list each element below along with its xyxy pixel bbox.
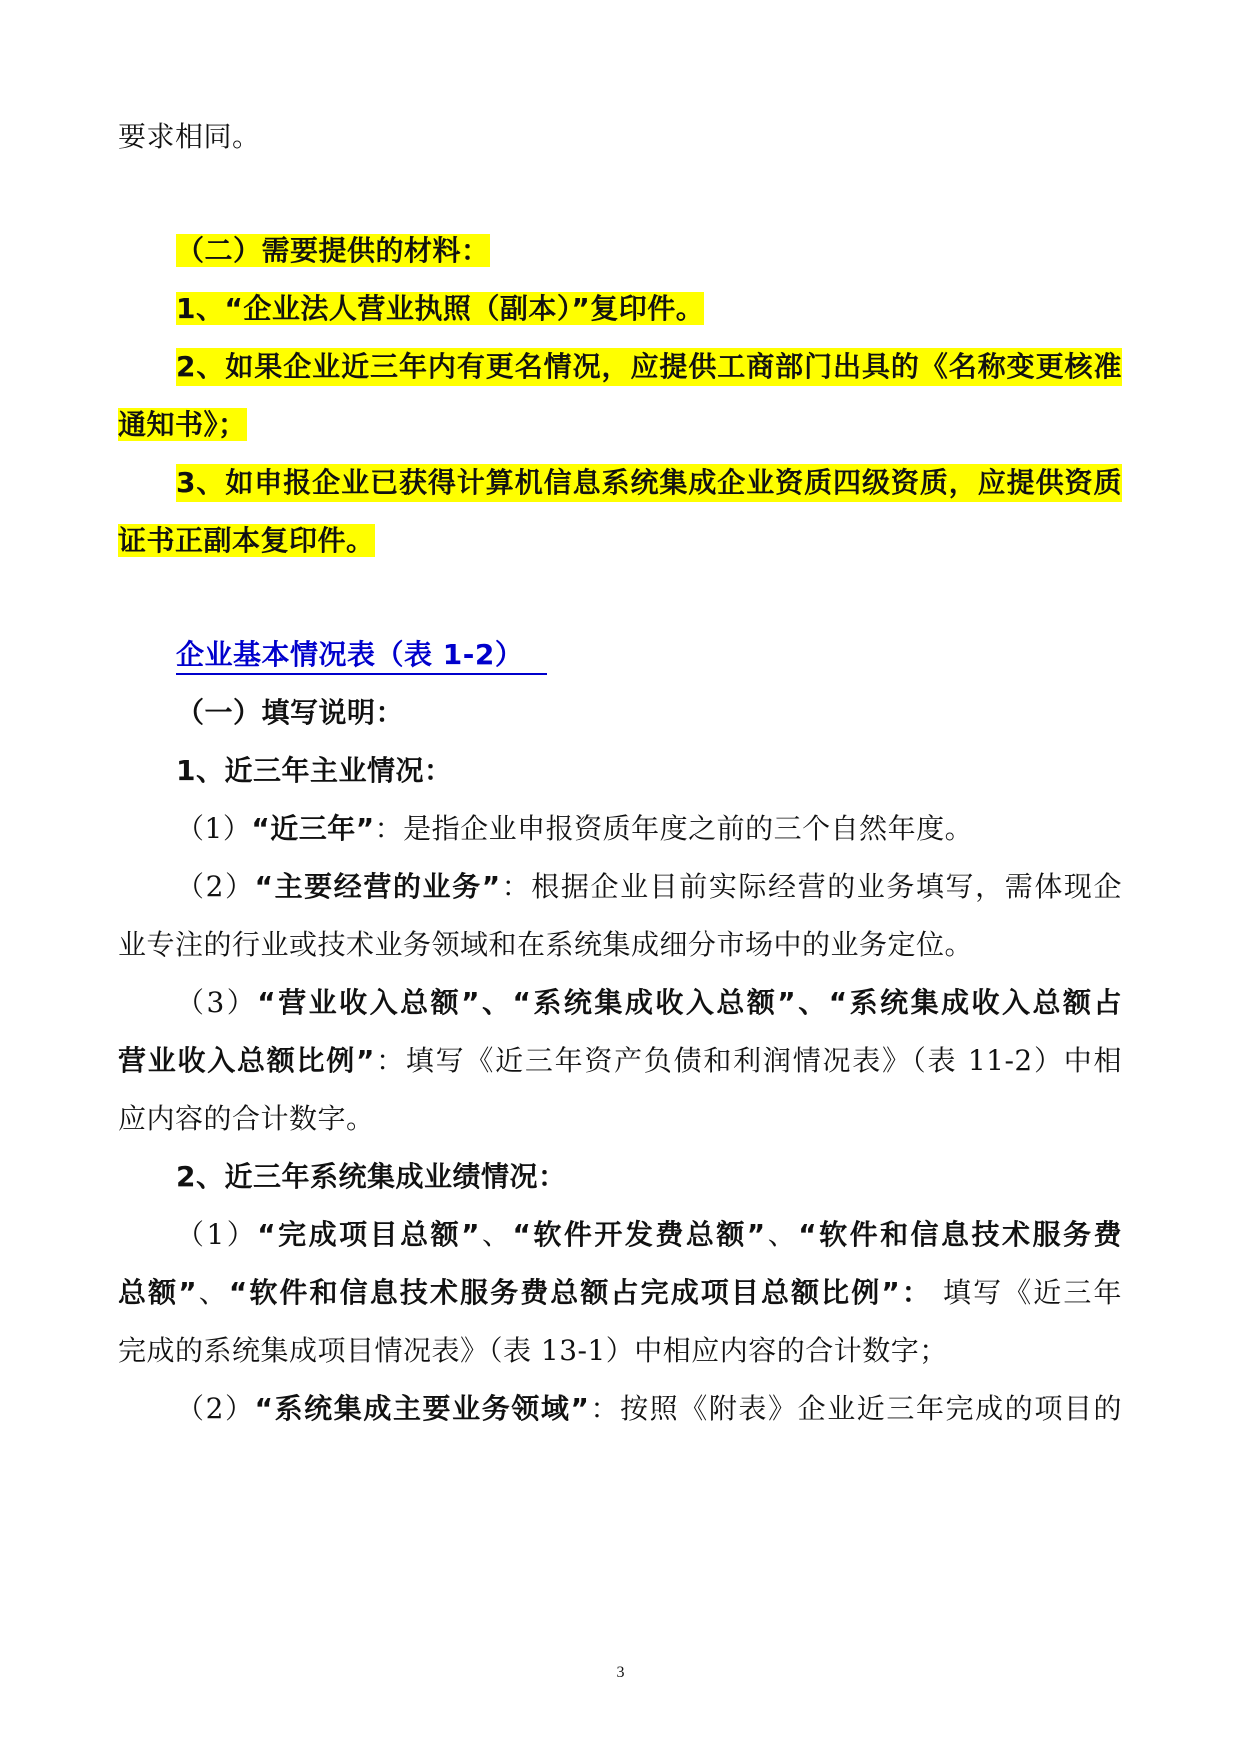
bold-term: “软件开发费总额” (512, 1218, 766, 1251)
list-item-continuation (118, 406, 247, 444)
page-number: 3 (616, 1664, 625, 1681)
list-item (176, 348, 1122, 386)
hyperlink-text[interactable]: 企业基本情况表（表 1-2） (176, 638, 547, 675)
section-heading (176, 232, 490, 270)
text: 业专注的行业或技术业务领域和在系统集成细分市场中的业务定位。 (118, 928, 974, 961)
list-item (176, 290, 704, 328)
text: 应内容的合计数字。 (118, 1102, 375, 1135)
text: 填写《近三年 (932, 1276, 1122, 1309)
text: 1、近三年主业情况： (176, 754, 453, 787)
bold-term: “软件和信息技术服务费总额占完成项目总额比例” (228, 1276, 901, 1309)
text: ：按照《附表》企业近三年完成的项目的 (589, 1392, 1122, 1425)
highlighted-text: 2、如果企业近三年内有更名情况，应提供工商部门出具的《名称变更核准 (176, 350, 1122, 383)
subsection-heading (176, 1158, 566, 1196)
subsection-heading (176, 694, 404, 732)
highlighted-text: 通知书》； (118, 408, 247, 441)
bold-term: “主要经营的业务” (254, 870, 501, 903)
highlighted-text: 3、如申报企业已获得计算机信息系统集成企业资质四级资质，应提供资质 (176, 466, 1122, 499)
bold-term: “营业收入总额”、“系统集成收入总额”、“系统集成收入总额占 (257, 986, 1123, 1019)
paragraph-line (118, 1100, 375, 1138)
bold-term: “软件和信息技术服务费 (798, 1218, 1122, 1251)
highlighted-text: 证书正副本复印件。 (118, 524, 375, 557)
text: 2、近三年系统集成业绩情况： (176, 1160, 567, 1193)
highlighted-text: 1、“企业法人营业执照（副本）”复印件。 (176, 292, 705, 325)
paragraph-line (176, 868, 1122, 906)
highlighted-text: （二）需要提供的材料： (176, 234, 490, 267)
paragraph-line (118, 1274, 1122, 1312)
text: 、 (480, 1218, 513, 1251)
bold-term: “完成项目总额” (257, 1218, 481, 1251)
text: （2） (176, 870, 255, 903)
paragraph-line (176, 810, 973, 848)
text: （一）填写说明： (176, 696, 405, 729)
text: （1） (176, 812, 252, 845)
text: ：填写《近三年资产负债和利润情况表》（表 11-2）中相 (374, 1044, 1123, 1077)
text: （2） (176, 1392, 255, 1425)
list-item-continuation (118, 522, 375, 560)
paragraph-line (118, 118, 261, 156)
bold-term: 总额” (118, 1276, 198, 1309)
bold-term: “近三年” (251, 812, 375, 845)
text: 、 (197, 1276, 229, 1309)
text: （3） (176, 986, 258, 1019)
paragraph-line (176, 1390, 1122, 1428)
text: 完成的系统集成项目情况表》（表 13-1）中相应内容的合计数字； (118, 1334, 948, 1367)
table-title-link[interactable] (176, 636, 547, 674)
text: ：根据企业目前实际经营的业务填写，需体现企 (500, 870, 1122, 903)
text: 要求相同。 (118, 120, 261, 153)
text: （1） (176, 1218, 258, 1251)
paragraph-line (118, 926, 973, 964)
text: ：是指企业申报资质年度之前的三个自然年度。 (374, 812, 974, 845)
bold-term: ： (900, 1276, 932, 1309)
paragraph-line (176, 984, 1122, 1022)
paragraph-line (118, 1042, 1122, 1080)
paragraph-line (118, 1332, 948, 1370)
paragraph-line (176, 1216, 1122, 1254)
bold-term: 营业收入总额比例” (118, 1044, 375, 1077)
bold-term: “系统集成主要业务领域” (254, 1392, 590, 1425)
list-item (176, 464, 1122, 502)
text: 、 (765, 1218, 799, 1251)
subsection-heading (176, 752, 452, 790)
